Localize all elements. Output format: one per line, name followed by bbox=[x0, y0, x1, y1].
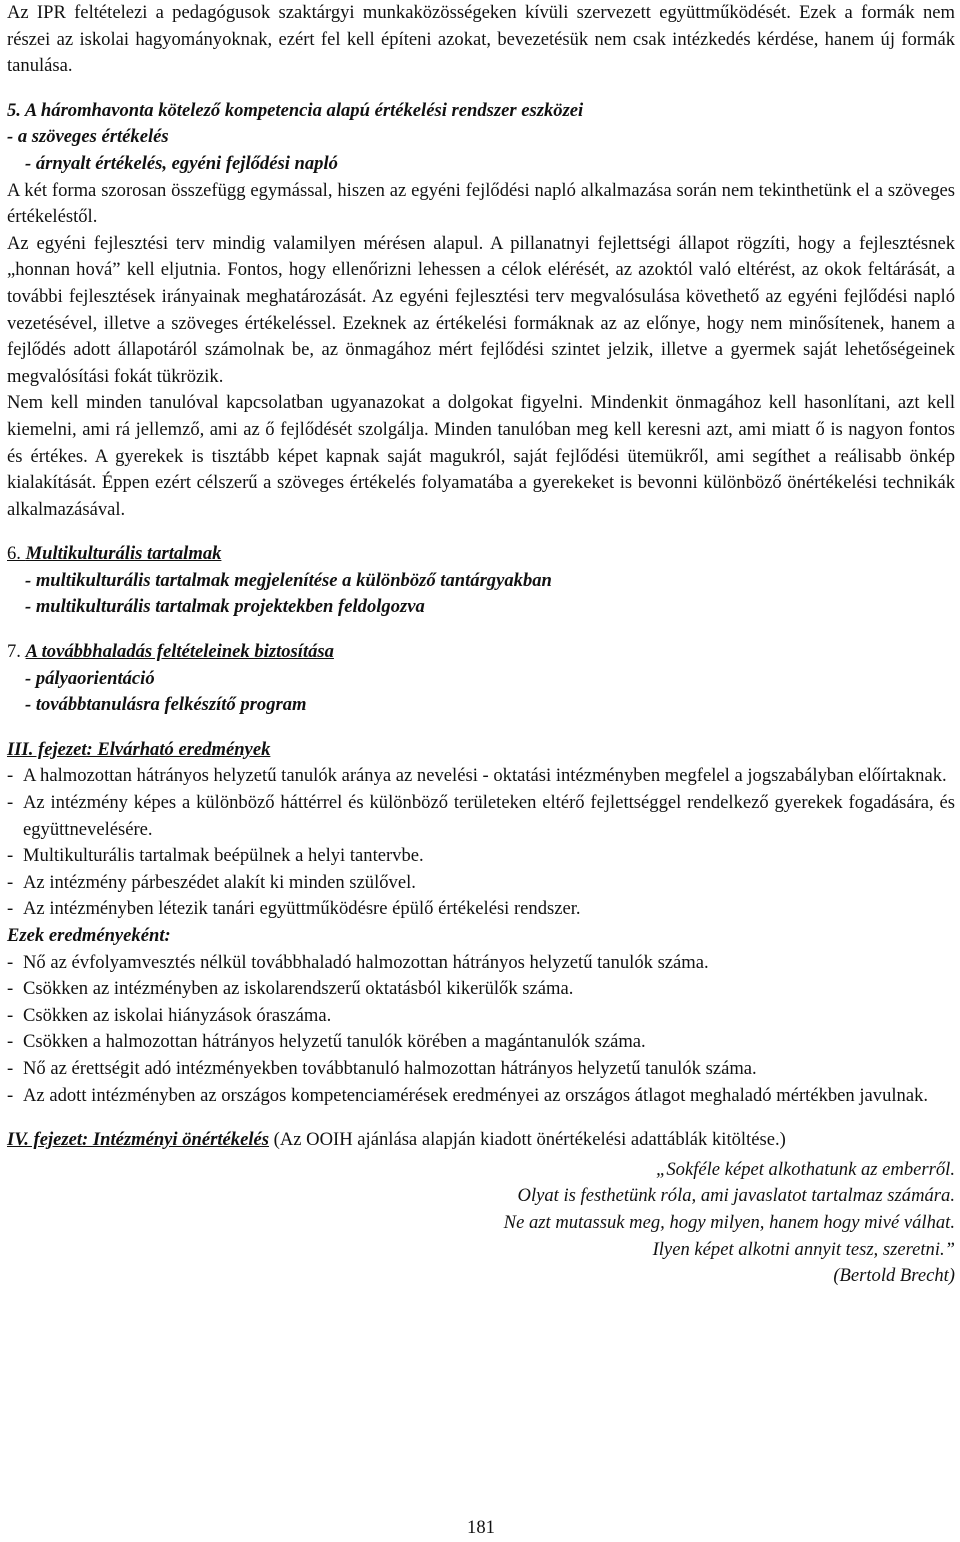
spacer bbox=[7, 523, 955, 541]
page-number: 181 bbox=[467, 1517, 495, 1538]
results-list-item: - Csökken az iskolai hiányzások óraszáma. bbox=[7, 1004, 332, 1026]
chapter3-list-item: - Az intézmény képes a különböző háttérrel és különböző területeken eltérő fejlettséggel rendelkező gyerekek fogadására, és együttnevelésére. bbox=[7, 792, 955, 840]
spacer bbox=[7, 719, 955, 737]
spacer bbox=[7, 1109, 955, 1127]
chapter3-list-item: - Multikulturális tartalmak beépülnek a helyi tantervbe. bbox=[7, 845, 424, 867]
section5-item: - a szöveges értékelés bbox=[7, 126, 169, 148]
section5-paragraph: Az egyéni fejlesztési terv mindig valamilyen mérésen alapul. A pillanatnyi fejlettségi állapot rögzíti, hogy a fejlesztésnek „honnan hová” kell eljutnia. Fontos, hogy ellenőrizni lehessen a célok elérését, az azoktól való eltérést, az okok feltárását, a további fejlesztések irányainak meghatározását. Az egyéni fejlesztési terv megvalósulása követhető az egyéni fejlődési napló vezetésével, illetve a szöveges értékeléssel. Ezeknek az értékelési formáknak az az előnye, hogy nem minősítenek, hanem a fejlődés adott állapotáról számolnak be, az önmagához mért fejlődési szintet jelzik, illetve a gyermek saját lehetőségeinek megvalósítási fokát tükrözik. bbox=[7, 232, 955, 387]
quote-line: Ilyen képet alkotni annyit tesz, szeretni.” bbox=[652, 1238, 955, 1260]
chapter3-list-item: - Az intézmény párbeszédet alakít ki minden szülővel. bbox=[7, 871, 416, 893]
section5-heading: 5. A háromhavonta kötelező kompetencia alapú értékelési rendszer eszközei bbox=[7, 99, 584, 121]
section5-paragraph: Nem kell minden tanulóval kapcsolatban ugyanazokat a dolgokat figyelni. Mindenkit önmagához kell hasonlítani, azt kell kiemelni, ami rá jellemző, ami az ő fejlődését szolgálja. Minden tanulóban meg kell keresni azt, ami miatt ő is nagyon fontos és értékes. A gyerekek is tisztább képet kapnak saját magukról, saját fejlődési ütemükről, ami segíthet a reálisabb önkép kialakítását. Éppen ezért célszerű a szöveges értékelés folyamatába a gyerekeket is bevonni különböző önértékelési technikák alkalmazásával. bbox=[7, 392, 955, 520]
section7-title: A továbbhaladás feltételeinek biztosítása bbox=[25, 641, 334, 663]
chapter3-title: III. fejezet: Elvárható eredmények bbox=[7, 738, 271, 760]
quote-line: Olyat is festhetünk róla, ami javaslatot tartalmaz számára. bbox=[517, 1185, 955, 1207]
chapter3-list-item: - Az intézményben létezik tanári együttműködésre épülő értékelési rendszer. bbox=[7, 898, 581, 920]
document-page bbox=[7, 0, 955, 1538]
section7-heading bbox=[7, 639, 955, 666]
chapter4-text: (Az OOIH ajánlása alapján kiadott önértékelési adattáblák kitöltése.) bbox=[269, 1129, 786, 1151]
section5-item: - árnyalt értékelés, egyéni fejlődési napló bbox=[25, 152, 338, 174]
section7-item: - továbbtanulásra felkészítő program bbox=[25, 694, 307, 716]
chapter4-title: IV. fejezet: Intézményi önértékelés bbox=[7, 1129, 270, 1151]
section6-item: - multikulturális tartalmak projektekben feldolgozva bbox=[25, 596, 425, 618]
chapter3-list-item: - A halmozottan hátrányos helyzetű tanulók aránya az nevelési - oktatási intézményben megfelel a jogszabályban előírtaknak. bbox=[7, 765, 947, 787]
section5-paragraph: A két forma szorosan összefügg egymással, hiszen az egyéni fejlődési napló alkalmazása során nem tekinthetünk el a szöveges értékeléstől. bbox=[7, 179, 955, 228]
brecht-quote bbox=[7, 1157, 955, 1290]
section7-number: 7. bbox=[7, 641, 26, 663]
results-list-item: - Csökken a halmozottan hátrányos helyzetű tanulók körében a magántanulók száma. bbox=[7, 1031, 646, 1053]
section7-item: - pályaorientáció bbox=[25, 667, 155, 689]
results-heading: Ezek eredményeként: bbox=[7, 925, 171, 946]
results-list-item: - Nő az érettségit adó intézményekben továbbtanuló halmozottan hátrányos helyzetű tanulók száma. bbox=[7, 1057, 757, 1079]
results-list-item: - Nő az évfolyamvesztés nélkül továbbhaladó halmozottan hátrányos helyzetű tanulók száma. bbox=[7, 951, 709, 973]
quote-line: Ne azt mutassuk meg, hogy milyen, hanem hogy mivé válhat. bbox=[503, 1211, 955, 1233]
quote-line: „Sokféle képet alkothatunk az emberről. bbox=[656, 1158, 955, 1180]
section6-item: - multikulturális tartalmak megjelenítése a különböző tantárgyakban bbox=[25, 569, 552, 591]
results-list-item: - Az adott intézményben az országos kompetenciamérések eredményei az országos átlagot meghaladó mértékben javulnak. bbox=[7, 1084, 929, 1106]
chapter4-paragraph bbox=[7, 1127, 955, 1154]
section6-heading bbox=[7, 541, 955, 568]
spacer bbox=[7, 621, 955, 639]
results-list-item: - Csökken az intézményben az iskolarendszerű oktatásból kikerülők száma. bbox=[7, 978, 574, 1000]
section6-number: 6. bbox=[7, 543, 26, 565]
intro-paragraph: Az IPR feltételezi a pedagógusok szaktárgyi munkaközösségeken kívüli szervezett együttműködését. Ezek a formák nem részei az iskolai hagyományoknak, ezért fel kell építeni azokat, bevezetésük nem csak intézkedés kérdése, hanem új formák tanulása. bbox=[7, 2, 955, 77]
section6-title: Multikulturális tartalmak bbox=[25, 543, 222, 565]
quote-author: (Bertold Brecht) bbox=[833, 1265, 955, 1287]
spacer bbox=[7, 80, 955, 98]
